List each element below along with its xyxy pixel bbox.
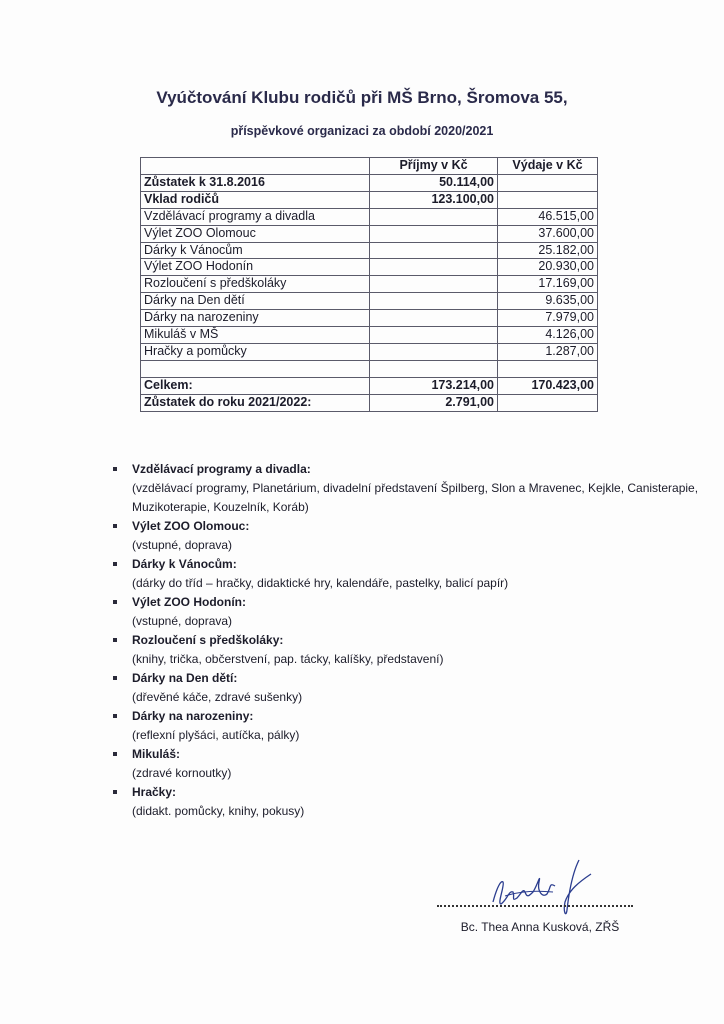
note-item: [113, 669, 713, 707]
row-expense: [498, 394, 598, 411]
table-row: [141, 360, 598, 377]
bullet-icon: [113, 790, 117, 794]
row-label: Výlet ZOO Hodonín: [141, 259, 370, 276]
row-label: Dárky na Den dětí: [141, 293, 370, 310]
note-item: [113, 783, 713, 821]
row-expense: 37.600,00: [498, 225, 598, 242]
row-income: [370, 225, 498, 242]
note-description: (zdravé kornoutky): [132, 766, 232, 780]
table-row: [141, 293, 598, 310]
row-income: [370, 259, 498, 276]
row-expense: 7.979,00: [498, 310, 598, 327]
note-item: [113, 631, 713, 669]
note-item: [113, 745, 713, 783]
row-income: [370, 242, 498, 259]
document-subtitle: příspěvkové organizaci za období 2020/2021: [230, 124, 494, 138]
table-row: [141, 276, 598, 293]
signature-name: Bc. Thea Anna Kusková, ZŘŠ: [460, 920, 620, 934]
note-description: (reflexní plyšáci, autíčka, pálky): [132, 728, 300, 742]
row-label: Vzdělávací programy a divadla: [141, 208, 370, 225]
note-item: [113, 707, 713, 745]
note-description: (dřevěné káče, zdravé sušenky): [132, 690, 303, 704]
note-heading: Výlet ZOO Olomouc:: [132, 519, 250, 533]
note-heading: Rozloučení s předškoláky:: [132, 633, 284, 647]
table-row: [141, 259, 598, 276]
row-income: [370, 310, 498, 327]
table-row: [141, 208, 598, 225]
row-income: 50.114,00: [370, 174, 498, 191]
row-label: Zůstatek k 31.8.2016: [141, 174, 370, 191]
bullet-icon: [113, 638, 117, 642]
row-label: Celkem:: [141, 377, 370, 394]
table-row: [141, 327, 598, 344]
note-heading: Hračky:: [132, 785, 177, 799]
table-row: [141, 377, 598, 394]
row-label: Dárky na narozeniny: [141, 310, 370, 327]
note-item: [113, 517, 713, 555]
row-income: [370, 327, 498, 344]
row-label: Mikuláš v MŠ: [141, 327, 370, 344]
bullet-icon: [113, 714, 117, 718]
accounts-table: [140, 157, 598, 412]
row-income: [370, 360, 498, 377]
row-expense: [498, 191, 598, 208]
bullet-icon: [113, 524, 117, 528]
row-label: Rozloučení s předškoláky: [141, 276, 370, 293]
row-label: Zůstatek do roku 2021/2022:: [141, 394, 370, 411]
note-description: (dárky do tříd – hračky, didaktické hry, kalendáře, pastelky, balicí papír): [132, 576, 509, 590]
note-heading: Dárky na Den dětí:: [132, 671, 238, 685]
note-description: (vstupné, doprava): [132, 538, 233, 552]
row-expense: 170.423,00: [498, 377, 598, 394]
bullet-icon: [113, 600, 117, 604]
row-expense: 4.126,00: [498, 327, 598, 344]
signature-line: [437, 905, 633, 907]
row-expense: 20.930,00: [498, 259, 598, 276]
note-description: (knihy, trička, občerstvení, pap. tácky, kalíšky, představení): [132, 652, 444, 666]
document-title: Vyúčtování Klubu rodičů při MŠ Brno, Šromova 55,: [156, 88, 568, 107]
table-row: [141, 225, 598, 242]
notes-list: [113, 460, 713, 821]
row-label: Hračky a pomůcky: [141, 343, 370, 360]
table-row: [141, 394, 598, 411]
note-heading: Dárky k Vánocům:: [132, 557, 237, 571]
row-income: [370, 276, 498, 293]
table-row: [141, 310, 598, 327]
header-income: Příjmy v Kč: [370, 158, 498, 175]
note-heading: Vzdělávací programy a divadla:: [132, 462, 311, 476]
row-label: Dárky k Vánocům: [141, 242, 370, 259]
row-expense: 9.635,00: [498, 293, 598, 310]
table-row: [141, 343, 598, 360]
row-expense: 17.169,00: [498, 276, 598, 293]
bullet-icon: [113, 562, 117, 566]
table-row: [141, 174, 598, 191]
row-expense: 1.287,00: [498, 343, 598, 360]
note-heading: Dárky na narozeniny:: [132, 709, 254, 723]
row-income: [370, 293, 498, 310]
row-income: 2.791,00: [370, 394, 498, 411]
row-label: [141, 360, 370, 377]
header-label: [141, 158, 370, 175]
row-label: Výlet ZOO Olomouc: [141, 225, 370, 242]
table-row: [141, 191, 598, 208]
table-header-row: [141, 158, 598, 175]
row-income: 123.100,00: [370, 191, 498, 208]
note-description: (vzdělávací programy, Planetárium, divadelní představení Špilberg, Slon a Mravenec, Kejkle, Canisterapie, Muzikoterapie, Kouzelník, Koráb): [132, 481, 699, 514]
note-item: [113, 593, 713, 631]
bullet-icon: [113, 467, 117, 471]
bullet-icon: [113, 752, 117, 756]
row-income: [370, 208, 498, 225]
row-expense: 25.182,00: [498, 242, 598, 259]
note-description: (vstupné, doprava): [132, 614, 233, 628]
row-income: [370, 343, 498, 360]
bullet-icon: [113, 676, 117, 680]
header-expense: Výdaje v Kč: [498, 158, 598, 175]
row-expense: [498, 174, 598, 191]
row-expense: 46.515,00: [498, 208, 598, 225]
signature: [483, 852, 603, 922]
note-heading: Výlet ZOO Hodonín:: [132, 595, 246, 609]
note-item: [113, 460, 713, 517]
table-row: [141, 242, 598, 259]
row-expense: [498, 360, 598, 377]
note-item: [113, 555, 713, 593]
row-label: Vklad rodičů: [141, 191, 370, 208]
row-income: 173.214,00: [370, 377, 498, 394]
note-description: (didakt. pomůcky, knihy, pokusy): [132, 804, 305, 818]
note-heading: Mikuláš:: [132, 747, 181, 761]
